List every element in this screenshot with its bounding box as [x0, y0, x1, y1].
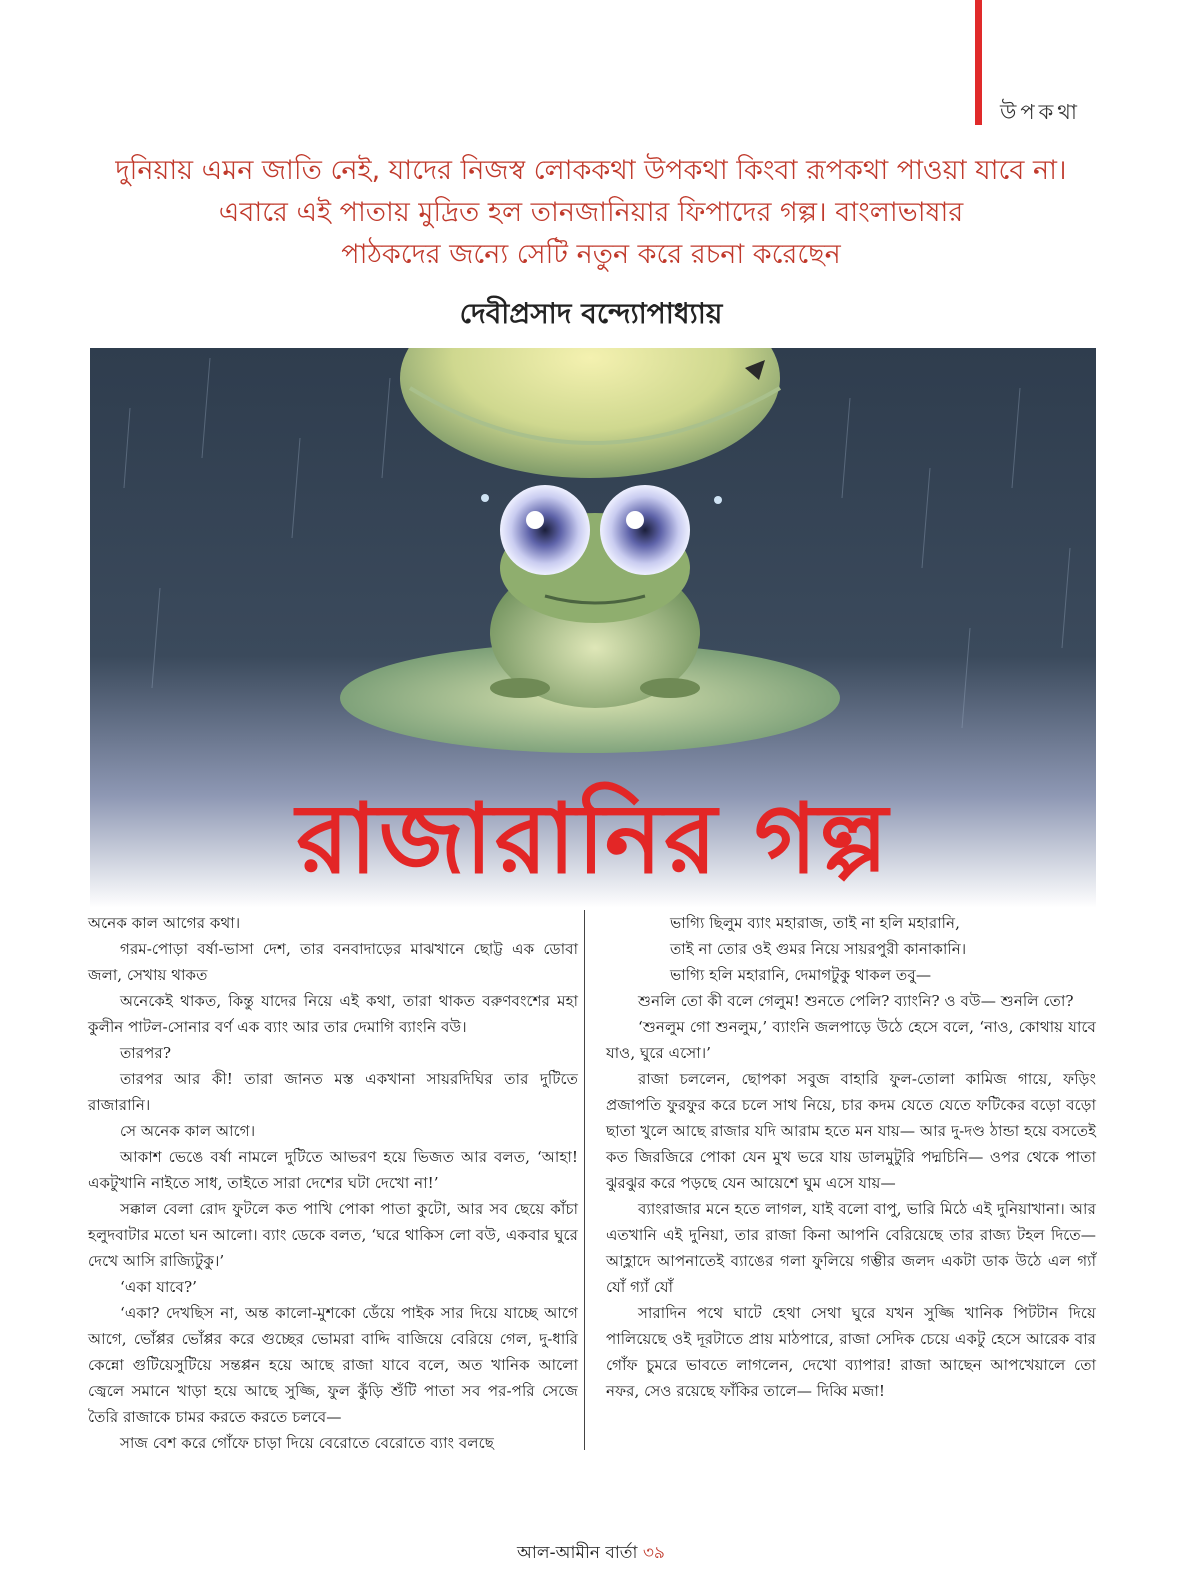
- intro-line: দুনিয়ায় এমন জাতি নেই, যাদের নিজস্ব লোককথা উপকথা কিংবা রূপকথা পাওয়া যাবে না।: [115, 155, 1067, 186]
- intro-line: এবারে এই পাতায় মুদ্রিত হল তানজানিয়ার ফিপাদের গল্প। বাংলাভাষার: [218, 197, 964, 228]
- section-accent-bar: [975, 0, 982, 125]
- author-name: দেবীপ্রসাদ বন্দ্যোপাধ্যায়: [459, 297, 723, 330]
- paragraph: ‘একা? দেখছিস না, অন্ত কালো-মুশকো ডেঁয়ে পাইক সার দিয়ে যাচ্ছে আগে আগে, ভোঁপ্পর ভোঁপ্পর করে গুচ্ছের ভোমরা বাদ্দি বাজিয়ে বেরিয়ে গেল, দু-ধারি কেন্নো গুটিয়েসুটিয়ে সন্তপ্পন হয়ে আছে রাজা যাবে বলে, অত খানিক আলো জ্বেলে সমানে খাড়া হয়ে আছে সুজ্জি, ফুল কুঁড়ি শুঁটি পাতা সব পর-পরি সেজে তৈরি রাজাকে চামর করতে করতে চলবে—: [88, 1304, 578, 1426]
- column-divider: [584, 910, 585, 1450]
- paragraph: ‘একা যাবে?’: [120, 1278, 197, 1296]
- verse-line: ভাগ্যি ছিলুম ব্যাং মহারাজ, তাই না হলি মহারানি,: [670, 914, 960, 932]
- paragraph: অনেকেই থাকত, কিন্তু যাদের নিয়ে এই কথা, তারা থাকত বরুণবংশের মহা কুলীন পাটল-সোনার বর্ণ এক ব্যাং আর তার দেমাগি ব্যাংনি বউ।: [88, 992, 578, 1036]
- paragraph: সে অনেক কাল আগে।: [120, 1122, 256, 1140]
- paragraph: আকাশ ভেঙে বর্ষা নামলে দুটিতে আভরণ হয়ে ভিজত আর বলত, ‘আহা! একটুখানি নাইতে সাধ, তাইতে সারা দেশের ঘটা দেখো না!’: [88, 1148, 578, 1192]
- paragraph: সারাদিন পথে ঘাটে হেথা সেথা ঘুরে যখন সুজ্জি খানিক পিটটান দিয়ে পালিয়েছে ওই দূরটাতে প্রায় মাঠপারে, রাজা সেদিক চেয়ে একটু হেসে আরেক বার গোঁফ চুমরে ভাবতে লাগলেন, দেখো ব্যাপার! রাজা আছেন আপখেয়ালে তো নফর, সেও রয়েছে ফাঁকির তালে— দিব্বি মজা!: [606, 1304, 1096, 1400]
- page-footer: [0, 1540, 1182, 1568]
- paragraph: তারপর?: [120, 1044, 171, 1062]
- story-title: রাজারানির গল্প: [296, 783, 890, 895]
- page-number: ৩৯: [642, 1543, 665, 1563]
- verse-line: ভাগ্যি হলি মহারানি, দেমাগটুকু থাকল তবু—: [670, 966, 932, 984]
- paragraph: শুনলি তো কী বলে গেলুম! শুনতে পেলি? ব্যাংনি? ও বউ— শুনলি তো?: [638, 992, 1074, 1010]
- paragraph: অনেক কাল আগের কথা।: [88, 914, 241, 932]
- paragraph: তারপর আর কী! তারা জানত মস্ত একখানা সায়রদিঘির তার দুটিতে রাজারানি।: [88, 1070, 578, 1114]
- left-text-column: [88, 910, 578, 1456]
- paragraph: সক্কাল বেলা রোদ ফুটলে কত পাখি পোকা পাতা কুটো, আর সব ছেয়ে কাঁচা হলুদবাটার মতো ঘন আলো। ব্যাং ডেকে বলত, ‘ঘরে থাকিস লো বউ, একবার ঘুরে দেখে আসি রাজ্যিটুকু।’: [88, 1200, 578, 1270]
- paragraph: ‘শুনলুম গো শুনলুম,’ ব্যাংনি জলপাড়ে উঠে হেসে বলে, ‘নাও, কোথায় যাবে যাও, ঘুরে এসো।’: [606, 1018, 1096, 1062]
- section-tag: উপকথা: [1000, 100, 1081, 124]
- paragraph: সাজ বেশ করে গোঁফে চাড়া দিয়ে বেরোতে বেরোতে ব্যাং বলছে: [120, 1434, 494, 1452]
- intro-blurb: [70, 150, 1112, 276]
- paragraph: গরম-পোড়া বর্ষা-ভাসা দেশ, তার বনবাদাড়ের মাঝখানে ছোট্ট এক ডোবা জলা, সেখায় থাকত: [88, 940, 578, 984]
- right-text-column: [606, 910, 1096, 1404]
- magazine-name: আল-আমীন বার্তা: [517, 1543, 638, 1563]
- paragraph: ব্যাংরাজার মনে হতে লাগল, যাই বলো বাপু, ভারি মিঠে এই দুনিয়াখানা। আর এতখানি এই দুনিয়া, তার রাজা কিনা আপনি বেরিয়েছে তার রাজ্য টহল দিতে— আহ্লাদে আপনাতেই ব্যাঙের গলা ফুলিয়ে গম্ভীর জলদ একটা ডাক উঠে এল গ্যাঁ যোঁ গ্যাঁ যোঁ: [606, 1200, 1096, 1296]
- verse-line: তাই না তোর ওই গুমর নিয়ে সায়রপুরী কানাকানি।: [670, 940, 967, 958]
- intro-line: পাঠকদের জন্যে সেটি নতুন করে রচনা করেছেন: [341, 239, 841, 270]
- paragraph: রাজা চললেন, ছোপকা সবুজ বাহারি ফুল-তোলা কামিজ গায়ে, ফড়িং প্রজাপতি ফুরফুর করে চলে সাথ নিয়ে, চার কদম যেতে যেতে ফটিকের বড়ো বড়ো ছাতা খুলে আছে রাজার যদি আরাম হতে মন যায়— আর দু-দণ্ড ঠান্ডা হয়ে বসতেই কত জিরজিরে পোকা যেন মুখ ভরে যায় ডালমুটুরি পদ্মচিনি— ওপর থেকে পাতা ঝুরঝুর করে পড়ছে যেন আয়েশে ঘুম এসে যায়—: [606, 1070, 1096, 1192]
